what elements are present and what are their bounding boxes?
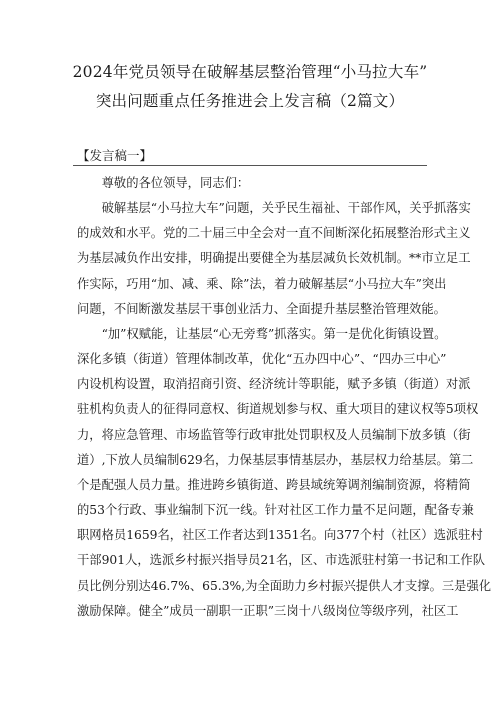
paragraph-greeting (77, 171, 430, 196)
text-line: 为基层减负作出安排，明确提出要健全为基层减负长效机制。**市立足工 (77, 251, 471, 266)
text-line: 干部901人，选派乡村振兴指导员21名，区、市选派驻村第一书记和工作队 (77, 553, 486, 568)
text-line: 员比例分别达46.7%、65.3%,为全面助力乡村振兴提供人才支撑。三是强化 (77, 578, 492, 593)
text-line: 内设机构设置，取消招商引资、经济统计等职能，赋予多镇（街道）对派 (77, 377, 471, 392)
text-line: 驻机构负责人的征得同意权、街道规划参与权、重大项目的建议权等5项权 (77, 402, 479, 417)
text-line: 道）,下放人员编制629名，力保基层事情基层办，基层权力给基层。第二 (77, 452, 474, 467)
text-line: 激励保障。健全”成员一副职一正职”三岗十八级岗位等级序列，社区工 (77, 603, 459, 618)
document-body (77, 171, 492, 624)
text-line: 的53个行政、事业编制下沉一线。针对社区工作力量不足问题，配备专兼 (77, 503, 474, 518)
text-line: 个是配强人员力量。推进跨乡镇街道、跨县域统筹调剂编制资源，将精简 (77, 477, 471, 492)
text-line: 问题，不间断激发基层干事创业活力、全面提升基层整治管理效能。 (77, 301, 446, 316)
section-divider (73, 165, 427, 166)
title-line-2: 突出问题重点任务推进会上发言稿（2篇文） (95, 92, 405, 110)
text-line: 作实际，巧用“加、减、乘、除”法，着力破解基层“小马拉大车”突出 (77, 276, 447, 291)
paragraph-add-power (77, 322, 492, 624)
document-title (40, 58, 460, 116)
text-line: “加”权赋能，让基层“心无旁骛”抓落实。第一是优化街镇设置。 (101, 326, 447, 341)
text-line: 职网格员1659名，社区工作者达到1351名。向377个村（社区）选派驻村 (77, 528, 483, 543)
title-line-1: 2024年党员领导在破解基层整治管理“小马拉大车” (72, 63, 428, 81)
paragraph-intro (77, 196, 471, 322)
text-line: 的成效和水平。党的二十届三中全会对一直不间断深化拓展整治形式主义 (77, 226, 471, 241)
text-line: 尊敬的各位领导，同志们： (101, 176, 250, 190)
section-tag: 【发言稿一】 (77, 148, 153, 163)
text-line: 力，将应急管理、市场监管等行政审批处罚职权及人员编制下放多镇（街 (77, 427, 471, 442)
text-line: 深化多镇（街道）管理体制改革，优化“五办四中心”、“四办三中心” (77, 352, 447, 367)
text-line: 破解基层“小马拉大车”问题，关乎民生福祉、干部作风，关乎抓落实 (101, 201, 471, 216)
